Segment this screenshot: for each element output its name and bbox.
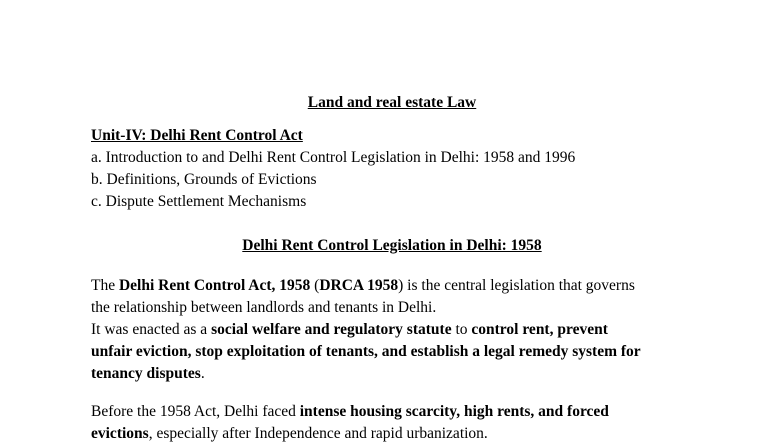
document-title: Land and real estate Law [307,94,477,111]
act-name: Delhi Rent Control Act, 1958 [118,277,311,294]
act-abbreviation: DRCA 1958 [319,277,399,294]
topic-item-c: c. Dispute Settlement Mechanisms [91,193,307,210]
paragraph-2-line-2: evictions, especially after Independence and rapid urbanization. [91,425,488,442]
topic-item-a: a. Introduction to and Delhi Rent Control Legislation in Delhi: 1958 and 1996 [91,149,576,166]
topic-item-b: b. Definitions, Grounds of Evictions [91,171,317,188]
paragraph-1-line-3: It was enacted as a social welfare and regulatory statute to control rent, prevent [91,321,608,338]
paragraph-1-line-2: the relationship between landlords and tenants in Delhi. [91,299,437,316]
paragraph-1-line-1: The Delhi Rent Control Act, 1958 (DRCA 1958) is the central legislation that governs [91,277,635,294]
paragraph-1-line-4: unfair eviction, stop exploitation of tenants, and establish a legal remedy system for [91,343,641,360]
unit-heading: Unit-IV: Delhi Rent Control Act [91,127,303,144]
paragraph-1-line-5: tenancy disputes. [91,365,205,382]
paragraph-2-line-1: Before the 1958 Act, Delhi faced intense housing scarcity, high rents, and forced [91,403,609,420]
section-heading: Delhi Rent Control Legislation in Delhi: 1958 [242,237,542,254]
